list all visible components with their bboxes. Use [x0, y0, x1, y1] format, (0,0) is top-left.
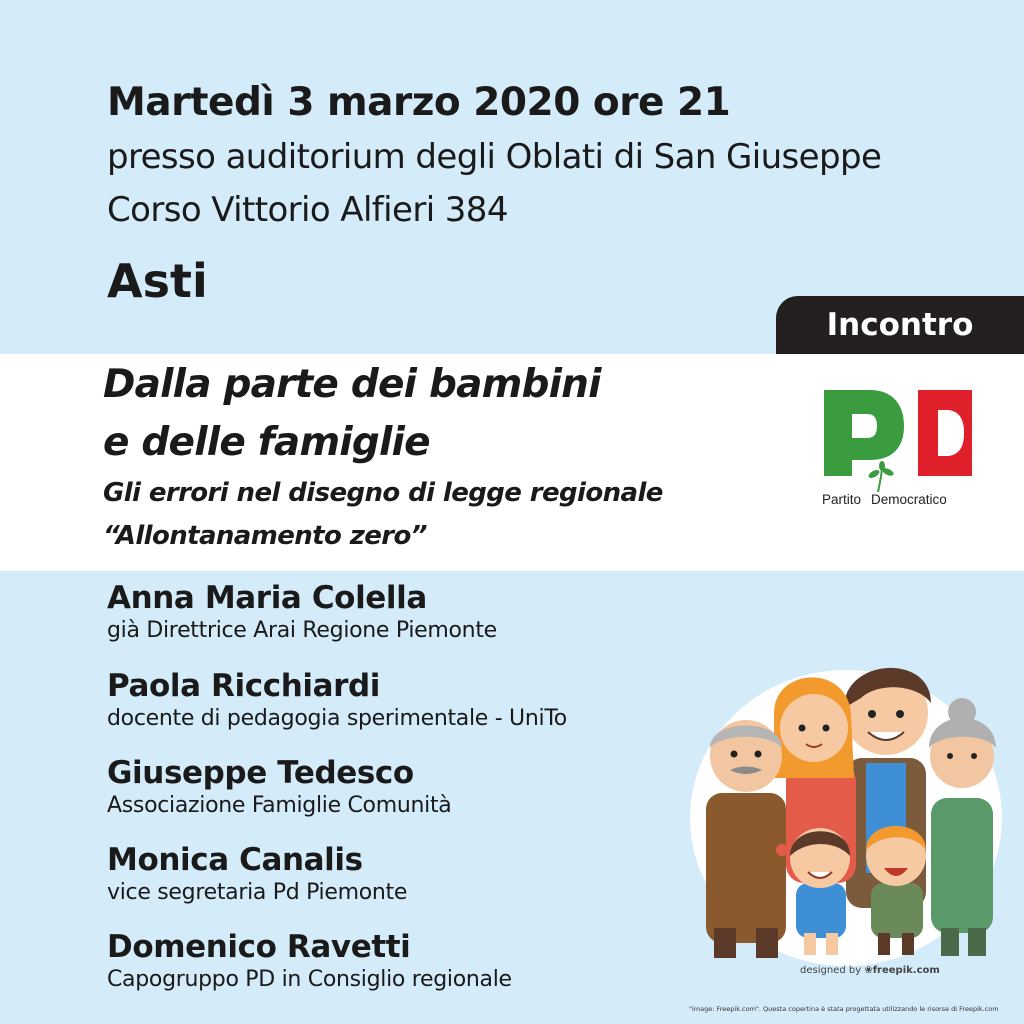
speaker-name: Paola Ricchiardi — [107, 668, 381, 704]
event-title-line2: e delle famiglie — [103, 420, 430, 465]
speaker-4 — [107, 842, 407, 908]
event-address: Corso Vittorio Alfieri 384 — [107, 190, 508, 230]
family-illustration-icon — [686, 628, 1006, 968]
speaker-role: Capogruppo PD in Consiglio regionale — [107, 967, 512, 992]
event-venue: presso auditorium degli Oblati di San Giuseppe — [107, 137, 882, 177]
event-date: Martedì 3 marzo 2020 ore 21 — [107, 80, 731, 125]
speaker-role: già Direttrice Arai Regione Piemonte — [107, 618, 497, 643]
pd-logo-caption — [822, 492, 974, 507]
image-disclaimer: "image: Freepik.com". Questa copertina è stata progettata utilizzando le risorse di Freepik.com — [689, 1005, 999, 1013]
speaker-3 — [107, 755, 451, 821]
event-title-line1: Dalla parte dei bambini — [103, 362, 601, 407]
speaker-1 — [107, 580, 497, 646]
pd-logo-caption-right: Democratico — [871, 492, 947, 507]
speaker-5 — [107, 929, 512, 995]
event-city: Asti — [107, 254, 208, 308]
speaker-name: Anna Maria Colella — [107, 580, 427, 616]
speaker-role: vice segretaria Pd Piemonte — [107, 880, 408, 905]
speaker-role: docente di pedagogia sperimentale - UniTo — [107, 706, 567, 731]
speaker-name: Giuseppe Tedesco — [107, 755, 414, 791]
event-subtitle-line1: Gli errori nel disegno di legge regionale — [103, 478, 663, 508]
speaker-role: Associazione Famiglie Comunità — [107, 793, 452, 818]
incontro-badge: Incontro — [776, 296, 1024, 354]
credit-prefix: designed by — [800, 965, 862, 976]
illustration-credit — [800, 965, 940, 976]
speaker-name: Monica Canalis — [107, 842, 363, 878]
credit-brand: freepik.com — [872, 965, 940, 976]
event-subtitle-line2: “Allontanamento zero” — [103, 521, 427, 551]
speaker-2 — [107, 668, 567, 734]
speaker-name: Domenico Ravetti — [107, 929, 411, 965]
pd-logo-caption-left: Partito — [822, 492, 862, 507]
freepik-icon: ❀ — [864, 965, 873, 976]
